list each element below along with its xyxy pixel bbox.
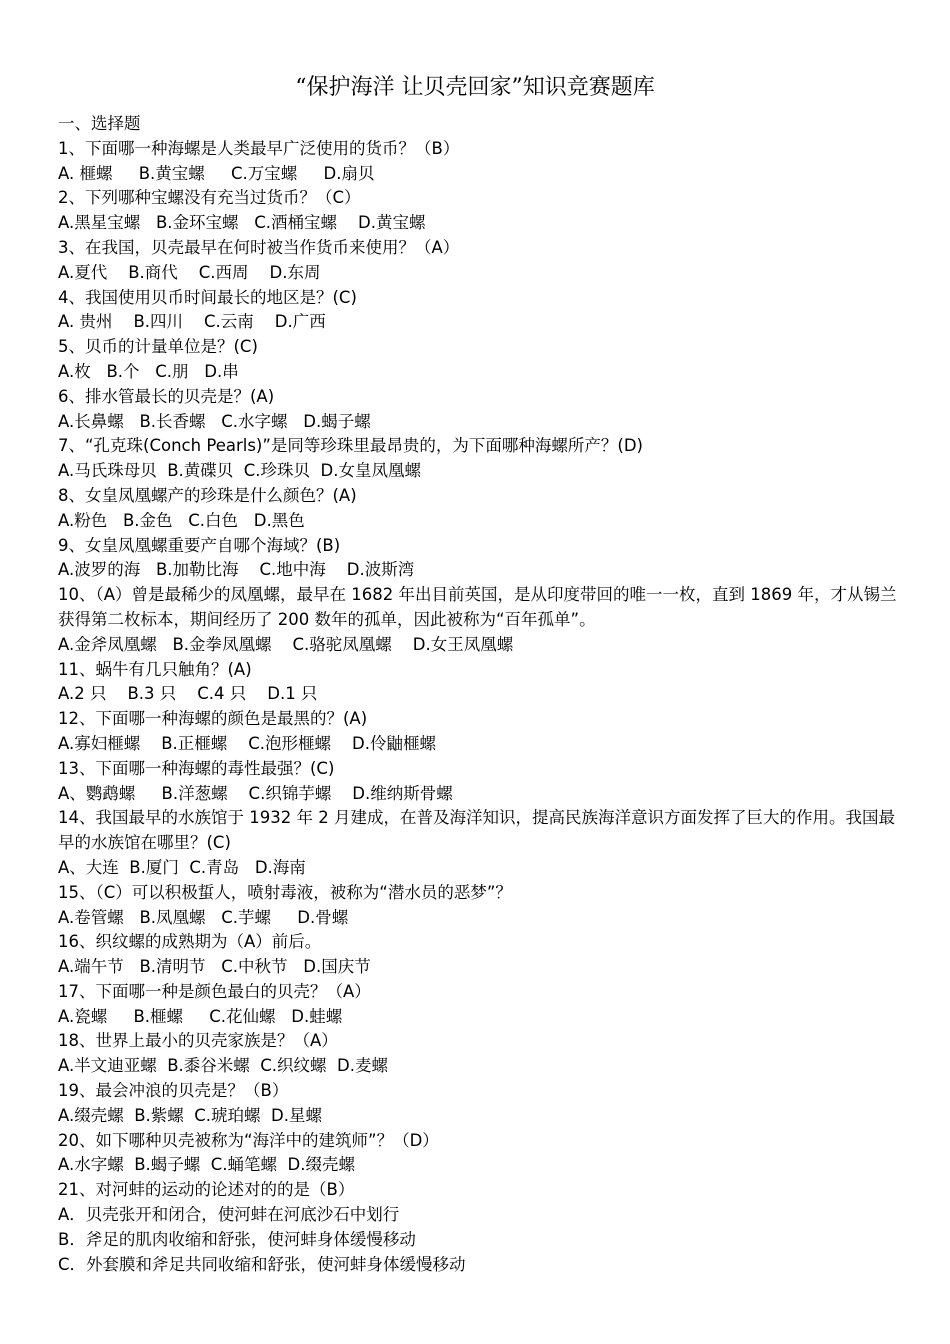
question-text: 19、最会冲浪的贝壳是？（B）: [58, 1081, 289, 1101]
answer-options: A.金斧凤凰螺 B.金拳凤凰螺 C.骆驼凤凰螺 D.女王凤凰螺: [58, 634, 514, 654]
answer-options: A.枚 B.个 C.朋 D.串: [58, 361, 239, 381]
question-text: 17、下面哪一种是颜色最白的贝壳？（A）: [58, 981, 371, 1001]
answer-options: A．贝壳张开和闭合，使河蚌在河底沙石中划行: [58, 1205, 400, 1225]
answer-options: C．外套膜和斧足共同收缩和舒张，使河蚌身体缓慢移动: [58, 1254, 466, 1274]
question-text: 13、下面哪一种海螺的毒性最强？(C): [58, 758, 335, 778]
question-text: 16、织纹螺的成熟期为（A）前后。: [58, 932, 322, 952]
question-text: 5、贝币的计量单位是？(C): [58, 337, 258, 357]
answer-options: A.2 只 B.3 只 C.4 只 D.1 只: [58, 684, 318, 704]
answer-options: A.长鼻螺 B.长香螺 C.水字螺 D.蝎子螺: [58, 411, 371, 431]
answer-options: B．斧足的肌肉收缩和舒张，使河蚌身体缓慢移动: [58, 1229, 416, 1249]
answer-options: A.瓷螺 B.榧螺 C.花仙螺 D.蛙螺: [58, 1006, 343, 1026]
question-text: 4、我国使用贝币时间最长的地区是？(C): [58, 287, 357, 307]
answer-options: A.水字螺 B.蝎子螺 C.蛹笔螺 D.缀壳螺: [58, 1155, 355, 1175]
question-text: 21、对河蚌的运动的论述对的的是（B）: [58, 1180, 355, 1200]
answer-options: A.马氏珠母贝 B.黄碟贝 C.珍珠贝 D.女皇凤凰螺: [58, 461, 421, 481]
answer-options: A.黑星宝螺 B.金环宝螺 C.酒桶宝螺 D.黄宝螺: [58, 213, 426, 233]
question-text: 3、在我国，贝壳最早在何时被当作货币来使用？（A）: [58, 237, 460, 257]
answer-options: A. 贵州 B.四川 C.云南 D.广西: [58, 312, 326, 332]
question-text: 9、女皇凤凰螺重要产自哪个海域？(B): [58, 535, 341, 555]
document-body: [58, 112, 898, 1277]
answer-options: A.粉色 B.金色 C.白色 D.黑色: [58, 510, 305, 530]
answer-options: A.夏代 B.商代 C.西周 D.东周: [58, 262, 321, 282]
question-text: 6、排水管最长的贝壳是？(A): [58, 386, 275, 406]
answer-options: A.寡妇榧螺 B.正榧螺 C.泡形榧螺 D.伶鼬榧螺: [58, 733, 436, 753]
answer-options: A.卷管螺 B.凤凰螺 C.芋螺 D.骨螺: [58, 907, 349, 927]
answer-options: A、大连 B.厦门 C.青岛 D.海南: [58, 857, 306, 877]
question-text: 18、世界上最小的贝壳家族是？（A）: [58, 1031, 338, 1051]
question-text: 1、下面哪一种海螺是人类最早广泛使用的货币？（B）: [58, 138, 460, 158]
question-text: 12、下面哪一种海螺的颜色是最黑的？(A): [58, 709, 368, 729]
question-text: 8、女皇凤凰螺产的珍珠是什么颜色？(A): [58, 485, 357, 505]
answer-options: A.半文迪亚螺 B.黍谷米螺 C.织纹螺 D.麦螺: [58, 1056, 388, 1076]
answer-options: A. 榧螺 B.黄宝螺 C.万宝螺 D.扇贝: [58, 163, 375, 183]
question-text: 10、（A）曾是最稀少的凤凰螺，最早在 1682 年出目前英国，是从印度带回的唯一一枚，直到 1869 年，才从锡兰获得第二枚标本，期间经历了 200 数年的孤单，因此被称为“百年孤单”。: [58, 585, 897, 629]
question-list: [58, 137, 898, 1278]
question-text: 2、下列哪种宝螺没有充当过货币？（C）: [58, 188, 361, 208]
question-text: 11、蜗牛有几只触角？(A): [58, 659, 252, 679]
answer-options: A.波罗的海 B.加勒比海 C.地中海 D.波斯湾: [58, 560, 415, 580]
document-title: “保护海洋 让贝壳回家”知识竞赛题库: [295, 75, 655, 100]
section-heading: 一、选择题: [58, 114, 141, 133]
answer-options: A、鹦鹉螺 B.洋葱螺 C.织锦芋螺 D.维纳斯骨螺: [58, 783, 453, 803]
answer-options: A.端午节 B.清明节 C.中秋节 D.国庆节: [58, 957, 371, 977]
answer-options: A.缀壳螺 B.紫螺 C.琥珀螺 D.星螺: [58, 1105, 322, 1125]
question-text: 15、（C）可以积极蜇人，喷射毒液，被称为“潜水员的恶梦”？: [58, 882, 512, 902]
question-text: 20、如下哪种贝壳被称为“海洋中的建筑师”？（D）: [58, 1130, 439, 1150]
question-text: 7、“孔克珠(Conch Pearls)”是同等珍珠里最昂贵的，为下面哪种海螺所产？(D): [58, 436, 643, 456]
question-text: 14、我国最早的水族馆于 1932 年 2 月建成，在普及海洋知识，提高民族海洋意识方面发挥了巨大的作用。我国最早的水族馆在哪里？(C): [58, 808, 895, 853]
